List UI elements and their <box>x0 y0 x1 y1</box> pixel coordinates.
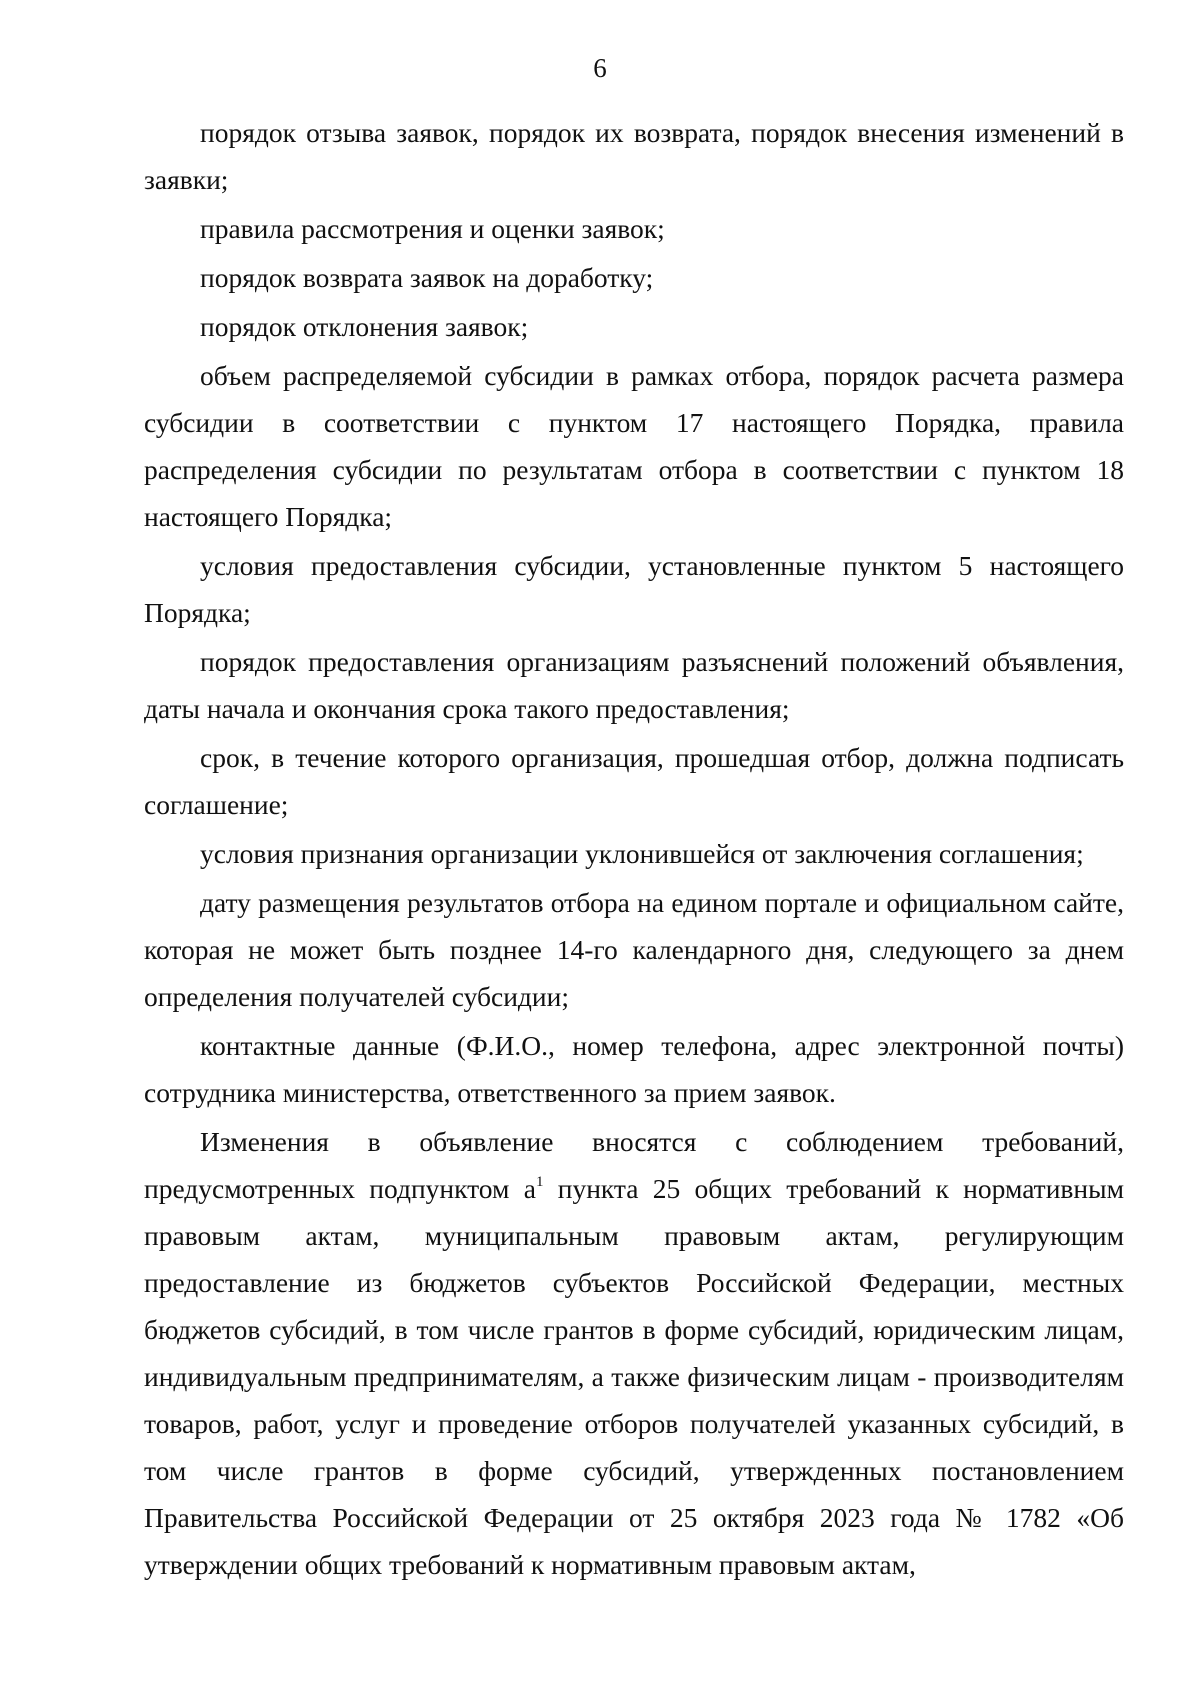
paragraph-clarifications: порядок предоставления организациям разъяснений положений объявления, даты начала и окончания срока такого предоставления; <box>144 646 1124 724</box>
document-body <box>144 109 1124 1588</box>
paragraph-evasion-conditions: условия признания организации уклонившейся от заключения соглашения; <box>200 838 1084 869</box>
paragraph-results-publication: дату размещения результатов отбора на едином портале и официальном сайте, которая не может быть позднее 14-го календарного дня, следующего за днем определения получателей субсидии; <box>144 887 1124 1012</box>
paragraph-withdrawal-procedure: порядок отзыва заявок, порядок их возврата, порядок внесения изменений в заявки; <box>144 117 1124 195</box>
paragraph-subsidy-conditions: условия предоставления субсидии, установленные пунктом 5 настоящего Порядка; <box>144 550 1124 628</box>
paragraph-subsidy-volume: объем распределяемой субсидии в рамках отбора, порядок расчета размера субсидии в соответствии с пунктом 17 настоящего Порядка, правила распределения субсидии по результатам отбора в соответствии с пунктом 18 настоящего Порядка; <box>144 360 1124 532</box>
page-number: 6 <box>593 53 607 83</box>
paragraph-agreement-deadline: срок, в течение которого организация, прошедшая отбор, должна подписать соглашение; <box>144 742 1124 820</box>
paragraph-return-for-revision: порядок возврата заявок на доработку; <box>200 262 654 293</box>
superscript-reference: 1 <box>535 1174 544 1190</box>
changes-text-end: пункта 25 общих требований к нормативным правовым актам, муниципальным правовым актам, регулирующим предоставление из бюджетов субъектов Российской Федерации, местных бюджетов субсидий, в том числе грантов в форме субсидий, юридическим лицам, индивидуальным предпринимателям, а также физическим лицам - производителям товаров, работ, услуг и проведение отборов получателей указанных субсидий, в том числе грантов в форме субсидий, утвержденных постановлением Правительства Российской Федерации от 25 октября 2023 года № 1782 «Об утверждении общих требований к нормативным правовым актам, <box>144 1173 1124 1580</box>
changes-text-start: Изменения в объявление вносятся с соблюдением требований, предусмотренных подпунктом а <box>144 1126 1124 1204</box>
paragraph-rejection-procedure: порядок отклонения заявок; <box>200 311 529 342</box>
paragraph-review-rules: правила рассмотрения и оценки заявок; <box>200 213 665 244</box>
paragraph-changes-to-announcement <box>144 1118 1124 1588</box>
paragraph-contact-details: контактные данные (Ф.И.О., номер телефона, адрес электронной почты) сотрудника министерства, ответственного за прием заявок. <box>144 1030 1124 1108</box>
